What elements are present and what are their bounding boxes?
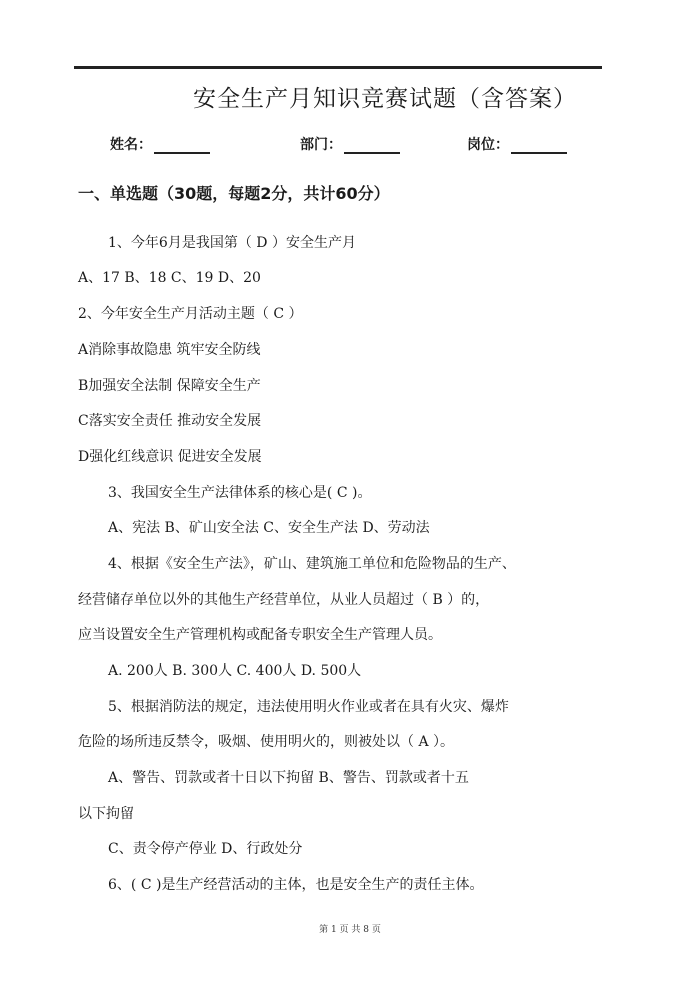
question-line: 危险的场所违反禁令，吸烟、使用明火的，则被处以（ A ）。: [78, 734, 455, 750]
option-line: A、17 B、18 C、19 D、20: [78, 270, 261, 286]
department-label: 部门：: [300, 137, 342, 153]
section-heading: 一、单选题（30题，每题2分，共计60分）: [78, 184, 390, 203]
question-line: 5、根据消防法的规定，违法使用明火作业或者在具有火灾、爆炸: [108, 699, 509, 715]
question-line: 2、今年安全生产月活动主题（ C ）: [78, 306, 303, 322]
question-line: 4、根据《安全生产法》，矿山、建筑施工单位和危险物品的生产、: [108, 556, 516, 572]
question-line: 3、我国安全生产法律体系的核心是( C )。: [108, 485, 372, 501]
option-line: C、责令停产停业 D、行政处分: [108, 841, 303, 857]
question-line: 1、今年6月是我国第（ D ）安全生产月: [108, 235, 356, 251]
department-blank[interactable]: [344, 137, 400, 154]
question-line: 经营储存单位以外的其他生产经营单位，从业人员超过（ B ）的，: [78, 592, 490, 608]
option-line: 以下拘留: [78, 806, 134, 822]
name-field[interactable]: [110, 134, 210, 154]
info-fields-row: [0, 134, 700, 156]
position-field[interactable]: [467, 134, 567, 154]
name-label: 姓名：: [110, 137, 152, 153]
option-line: D强化红线意识 促进安全发展: [78, 449, 262, 465]
option-line: B加强安全法制 保障安全生产: [78, 378, 261, 394]
question-line: 应当设置安全生产管理机构或配备专职安全生产管理人员。: [78, 627, 442, 643]
option-line: C落实安全责任 推动安全发展: [78, 413, 262, 429]
option-line: A、宪法 B、矿山安全法 C、安全生产法 D、劳动法: [108, 520, 430, 536]
document-title: 安全生产月知识竞赛试题（含答案）: [193, 86, 577, 112]
option-line: A. 200人 B. 300人 C. 400人 D. 500人: [108, 663, 362, 679]
page-footer: 第 1 页 共 8 页: [319, 925, 381, 935]
name-blank[interactable]: [154, 137, 210, 154]
department-field[interactable]: [300, 134, 400, 154]
header-rule: [74, 66, 602, 69]
option-line: A消除事故隐患 筑牢安全防线: [78, 342, 261, 358]
position-blank[interactable]: [511, 137, 567, 154]
position-label: 岗位：: [467, 137, 509, 153]
option-line: A、警告、罚款或者十日以下拘留 B、警告、罚款或者十五: [108, 770, 469, 786]
question-line: 6、( C )是生产经营活动的主体，也是安全生产的责任主体。: [108, 877, 484, 893]
